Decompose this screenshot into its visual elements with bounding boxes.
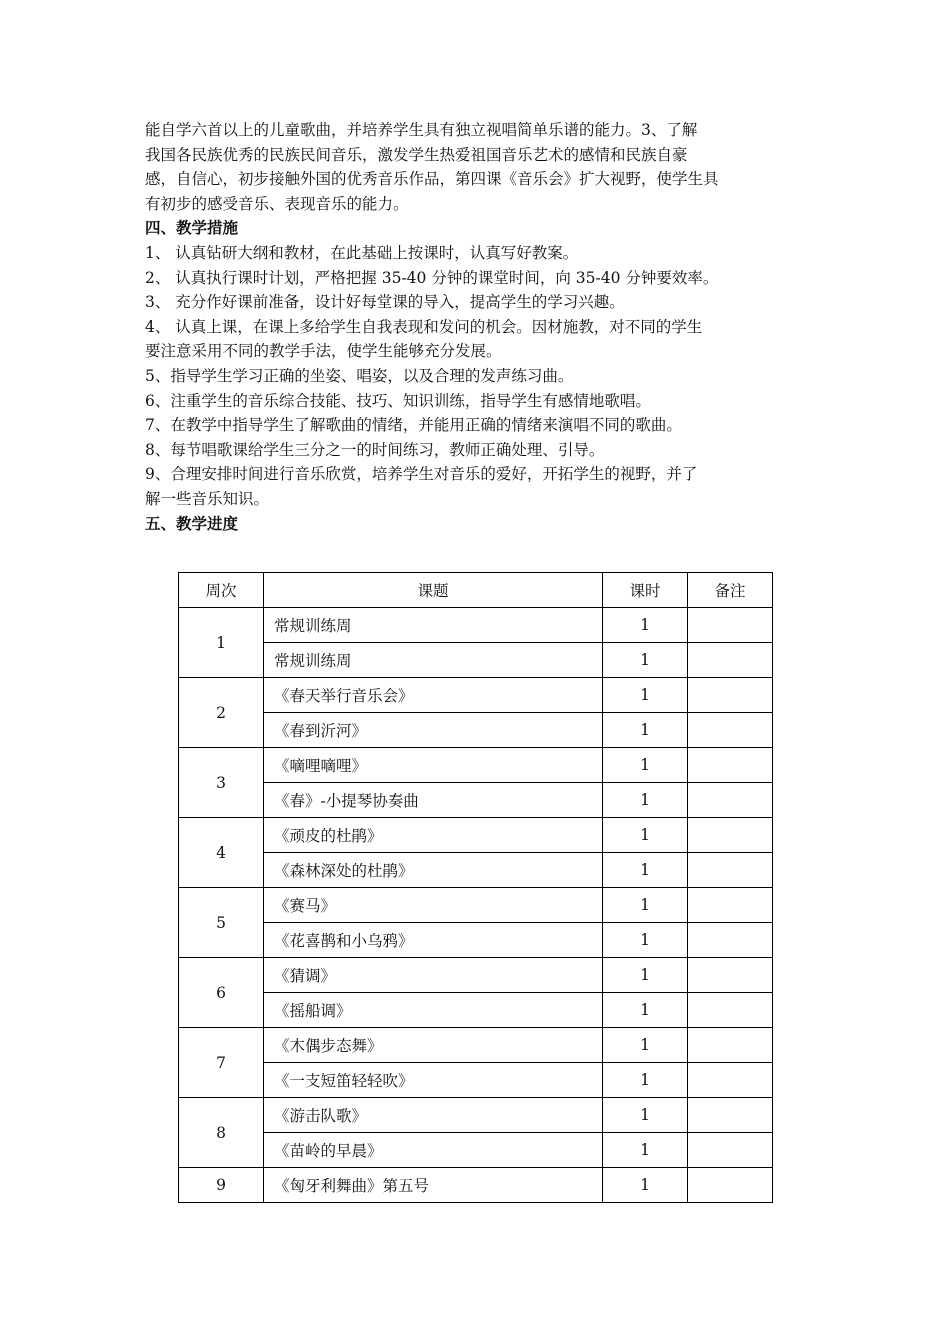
- week-cell: 1: [179, 608, 264, 678]
- header-note: 备注: [688, 573, 773, 608]
- intro-line: 能自学六首以上的儿童歌曲，并培养学生具有独立视唱简单乐谱的能力。3、了解: [145, 121, 698, 139]
- hours-cell: 1: [603, 1063, 688, 1098]
- hours-cell: 1: [603, 1133, 688, 1168]
- measure-line: 1、 认真钻研大纲和教材，在此基础上按课时，认真写好教案。: [145, 243, 579, 262]
- note-cell: [688, 1028, 773, 1063]
- topic-cell: 《赛马》: [264, 888, 603, 923]
- topic-cell: 《顽皮的杜鹃》: [264, 818, 603, 853]
- hours-cell: 1: [603, 1168, 688, 1203]
- note-cell: [688, 818, 773, 853]
- table-row: [179, 993, 773, 1028]
- table-header-row: [179, 573, 773, 608]
- header-hours: 课时: [603, 573, 688, 608]
- section-heading-measures: 四、教学措施: [145, 218, 239, 238]
- section-heading-schedule: 五、教学进度: [145, 513, 239, 533]
- hours-cell: 1: [603, 958, 688, 993]
- note-cell: [688, 958, 773, 993]
- measure-line: 解一些音乐知识。: [145, 489, 270, 508]
- hours-cell: 1: [603, 888, 688, 923]
- measure-line: 2、 认真执行课时计划，严格把握 35-40 分钟的课堂时间，向 35-40 分钟要效率。: [145, 268, 719, 287]
- note-cell: [688, 1063, 773, 1098]
- table-row: [179, 608, 773, 643]
- topic-cell: 《春天举行音乐会》: [264, 678, 603, 713]
- note-cell: [688, 1168, 773, 1203]
- table-row: [179, 1063, 773, 1098]
- measure-line: 4、 认真上课，在课上多给学生自我表现和发问的机会。因材施教，对不同的学生: [145, 317, 703, 336]
- note-cell: [688, 678, 773, 713]
- topic-cell: 《森林深处的杜鹃》: [264, 853, 603, 888]
- hours-cell: 1: [603, 748, 688, 783]
- topic-cell: 《一支短笛轻轻吹》: [264, 1063, 603, 1098]
- note-cell: [688, 1098, 773, 1133]
- table-row: [179, 678, 773, 713]
- hours-cell: 1: [603, 993, 688, 1028]
- topic-cell: 《猜调》: [264, 958, 603, 993]
- measure-line: 5、指导学生学习正确的坐姿、唱姿，以及合理的发声练习曲。: [145, 366, 574, 385]
- week-cell: 7: [179, 1028, 264, 1098]
- measure-line: 9、合理安排时间进行音乐欣赏，培养学生对音乐的爱好，开拓学生的视野，并了: [145, 465, 698, 484]
- topic-cell: 《嘀哩嘀哩》: [264, 748, 603, 783]
- table-row: [179, 1168, 773, 1203]
- table-row: [179, 818, 773, 853]
- note-cell: [688, 993, 773, 1028]
- hours-cell: 1: [603, 608, 688, 643]
- measure-line: 7、在教学中指导学生了解歌曲的情绪，并能用正确的情绪来演唱不同的歌曲。: [145, 416, 682, 435]
- topic-cell: 《游击队歌》: [264, 1098, 603, 1133]
- table-row: [179, 1098, 773, 1133]
- topic-cell: 《春》-小提琴协奏曲: [264, 783, 603, 818]
- week-cell: 6: [179, 958, 264, 1028]
- topic-cell: 《苗岭的早晨》: [264, 1133, 603, 1168]
- week-cell: 4: [179, 818, 264, 888]
- note-cell: [688, 608, 773, 643]
- measure-line: 6、注重学生的音乐综合技能、技巧、知识训练，指导学生有感情地歌唱。: [145, 391, 651, 410]
- topic-cell: 常规训练周: [264, 643, 603, 678]
- table-body: [179, 608, 773, 1203]
- table-row: [179, 923, 773, 958]
- week-cell: 8: [179, 1098, 264, 1168]
- note-cell: [688, 853, 773, 888]
- note-cell: [688, 643, 773, 678]
- note-cell: [688, 923, 773, 958]
- week-cell: 9: [179, 1168, 264, 1203]
- hours-cell: 1: [603, 678, 688, 713]
- note-cell: [688, 713, 773, 748]
- measure-line: 要注意采用不同的教学手法，使学生能够充分发展。: [145, 342, 502, 361]
- topic-cell: 《摇船调》: [264, 993, 603, 1028]
- note-cell: [688, 748, 773, 783]
- hours-cell: 1: [603, 643, 688, 678]
- topic-cell: 常规训练周: [264, 608, 603, 643]
- table-row: [179, 958, 773, 993]
- measure-line: 3、 充分作好课前准备，设计好每堂课的导入，提高学生的学习兴趣。: [145, 293, 625, 312]
- intro-line: 我国各民族优秀的民族民间音乐，激发学生热爱祖国音乐艺术的感情和民族自豪: [145, 145, 688, 164]
- measure-line: 8、每节唱歌课给学生三分之一的时间练习，教师正确处理、引导。: [145, 440, 605, 459]
- table-row: [179, 888, 773, 923]
- week-cell: 2: [179, 678, 264, 748]
- topic-cell: 《春到沂河》: [264, 713, 603, 748]
- intro-line: 有初步的感受音乐、表现音乐的能力。: [145, 194, 409, 213]
- note-cell: [688, 888, 773, 923]
- hours-cell: 1: [603, 1098, 688, 1133]
- topic-cell: 《匈牙利舞曲》第五号: [264, 1168, 603, 1203]
- note-cell: [688, 783, 773, 818]
- header-week: 周次: [179, 573, 264, 608]
- table-row: [179, 1028, 773, 1063]
- week-cell: 3: [179, 748, 264, 818]
- hours-cell: 1: [603, 713, 688, 748]
- note-cell: [688, 1133, 773, 1168]
- table-row: [179, 853, 773, 888]
- week-cell: 5: [179, 888, 264, 958]
- hours-cell: 1: [603, 1028, 688, 1063]
- hours-cell: 1: [603, 783, 688, 818]
- hours-cell: 1: [603, 923, 688, 958]
- table-row: [179, 643, 773, 678]
- intro-line: 感，自信心，初步接触外国的优秀音乐作品，第四课《音乐会》扩大视野，使学生具: [145, 170, 719, 189]
- table-row: [179, 783, 773, 818]
- table-row: [179, 713, 773, 748]
- header-topic: 课题: [264, 573, 603, 608]
- table-row: [179, 748, 773, 783]
- hours-cell: 1: [603, 818, 688, 853]
- topic-cell: 《花喜鹊和小乌鸦》: [264, 923, 603, 958]
- schedule-table: [178, 572, 773, 1203]
- table-row: [179, 1133, 773, 1168]
- topic-cell: 《木偶步态舞》: [264, 1028, 603, 1063]
- body-text: [145, 118, 810, 536]
- hours-cell: 1: [603, 853, 688, 888]
